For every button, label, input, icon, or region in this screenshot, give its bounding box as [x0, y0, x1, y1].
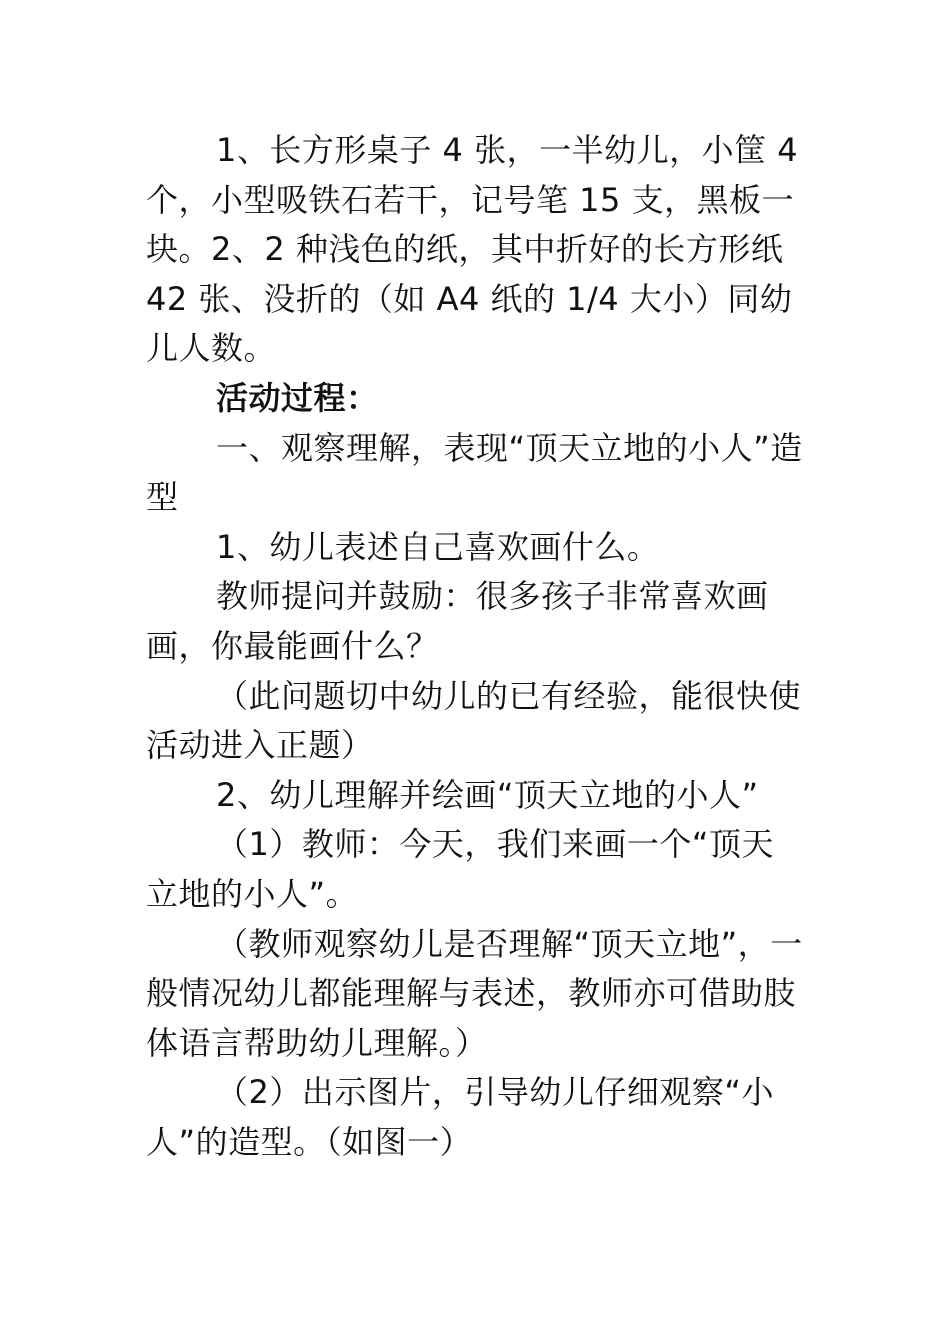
document-body [146, 126, 806, 1167]
teacher-question-paragraph: 教师提问并鼓励：很多孩子非常喜欢画画，你最能画什么？ [146, 577, 769, 665]
section-heading: 活动过程： [216, 378, 379, 417]
sub-step-paragraph: 1、幼儿表述自己喜欢画什么。 [216, 527, 660, 566]
teacher-speech-paragraph: （1）教师：今天，我们来画一个“顶天立地的小人”。 [146, 825, 774, 913]
note-paragraph: （此问题切中幼儿的已有经验，能很快使活动进入正题） [146, 676, 802, 765]
step-heading: 一、观察理解，表现“顶天立地的小人”造型 [146, 428, 803, 517]
note-paragraph: （教师观察幼儿是否理解“顶天立地”，一般情况幼儿都能理解与表述，教师亦可借助肢体语言帮助幼儿理解。） [146, 924, 803, 1062]
sub-step-paragraph: 2、幼儿理解并绘画“顶天立地的小人” [216, 775, 759, 814]
instruction-paragraph: （2）出示图片，引导幼儿仔细观察“小人”的造型。（如图一） [146, 1073, 774, 1161]
materials-paragraph: 1、长方形桌子 4 张，一半幼儿，小筐 4 个，小型吸铁石若干，记号笔 15 支，黑板一块。2、2 种浅色的纸，其中折好的长方形纸 42 张、没折的（如 A4 纸的 1/4 大小）同幼儿人数。 [146, 131, 799, 368]
